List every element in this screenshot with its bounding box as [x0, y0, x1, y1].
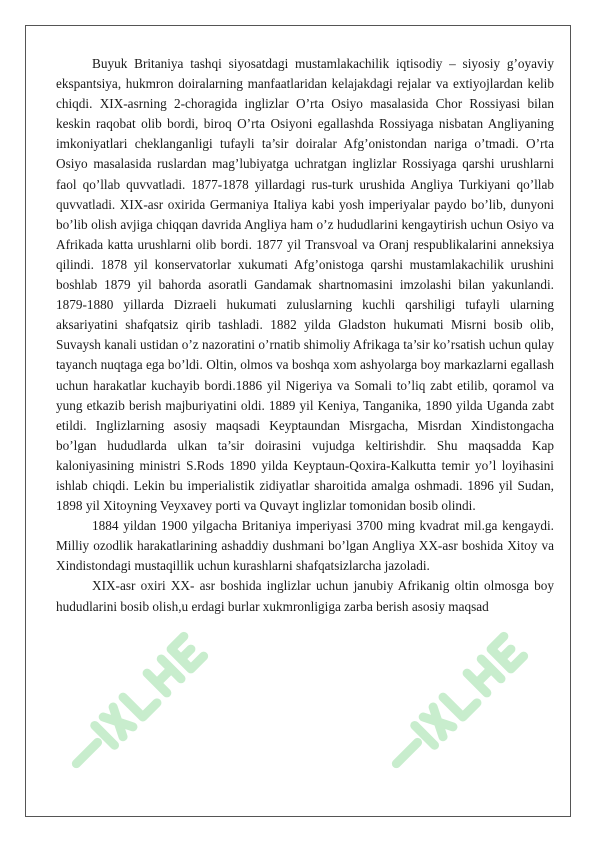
paragraph-3: XIX-asr oxiri XX- asr boshida inglizlar uchun janubiy Afrikanig oltin olmosga boy hududlarini bosib olish,u erdagi burlar xukmronligiga zarba berish asosiy maqsad: [56, 578, 554, 614]
document-body: [56, 54, 554, 617]
paragraph-1: Buyuk Britaniya tashqi siyosatdagi mustamlakachilik iqtisodiy – siyosiy g’oyaviy ekspantsiya, hukmron doiralarning manfaatlaridan kelajakdagi rejalar va extiyojlardan kelib chiqdi. XIX-asrning 2-choragida inglizlar O’rta Osiyo masalasida Chor Rossiyasi bilan keskin raqobat olib bordi, biroq O’rta Osiyoni egallashda Rossiyaga nisbatan Angliyaning imkoniyatlari cheklanganligi tufayli ta’sir doiralar Afg’onistondan nariga o’tmadi. O’rta Osiyo masalasida ruslardan mag’lubiyatga uchratgan inglizlar Rossiyaga qarshi urushlarni faol qo’llab quvvatladi. 1877-1878 yillardagi rus-turk urushida Angliya Turkiyani qo’llab quvvatladi. XIX-asr oxirida Germaniya Italiya kabi yosh imperiyalar paydo bo’lib, dunyoni bo’lib olish avjiga chiqqan davrida Angliya ham o’z hududlarini kengaytirish uchun Osiyo va Afrikada katta urushlarni olib bordi. 1877 yil Transvoal va Oranj respublikalarini anneksiya qilindi. 1878 yil konservatorlar xukumati Afg’onistoga qarshi mustamlakachilik urushini boshlab 1879 yil bahorda asoratli Gandamak shartnomasini imzolashi bilan yakunlandi. 1879-1880 yillarda Dizraeli hukumati zuluslarning kuchli qarshiligi tufayli ularning aksariyatini shafqatsiz qirib tashladi. 1882 yilda Gladston hukumati Misrni bosib olib, Suvaysh kanali ustidan o’z nazoratini o’rnatib shimoliy Afrikaga ta’sir ko’rsatish uchun qulay tayanch nuqtaga ega bo’ldi. Oltin, olmos va boshqa xom ashyolarga boy markazlarni egallash uchun harakatlar kuchayib bordi.1886 yil Nigeriya va Somali to’liq zabt etilib, qoramol va yung etkazib berish majburiyatini oldi. 1889 yil Keniya, Tanganika, 1890 yilda Uganda zabt etildi. Inglizlarning asosiy maqsadi Keyptaundan Misrgacha, Misrdan Xindistongacha bo’lgan hududlarda ulkan ta’sir doirasini vujudga keltirishdir. Shu maqsadda Kap kaloniyasining ministri S.Rods 1890 yilda Keyptaun-Qoxira-Kalkutta temir yo’l loyihasini ishlab chiqdi. Lekin bu imperialistik zidiyatlar sharoitida amalga oshmadi. 1896 yil Sudan, 1898 yil Xitoyning Veyxavey porti va Quvayt inglizlar tomonidan bosib olindi.: [56, 56, 554, 514]
paragraph-2: 1884 yildan 1900 yilgacha Britaniya imperiyasi 3700 ming kvadrat mil.ga kengaydi. Milliy ozodlik harakatlarining ashaddiy dushmani bo’lgan Angliya XX-asr boshida Xitoy va Xindistondagi mustaqillik uchun kurashlarni shafqatsizlarcha jazoladi.: [56, 518, 554, 574]
